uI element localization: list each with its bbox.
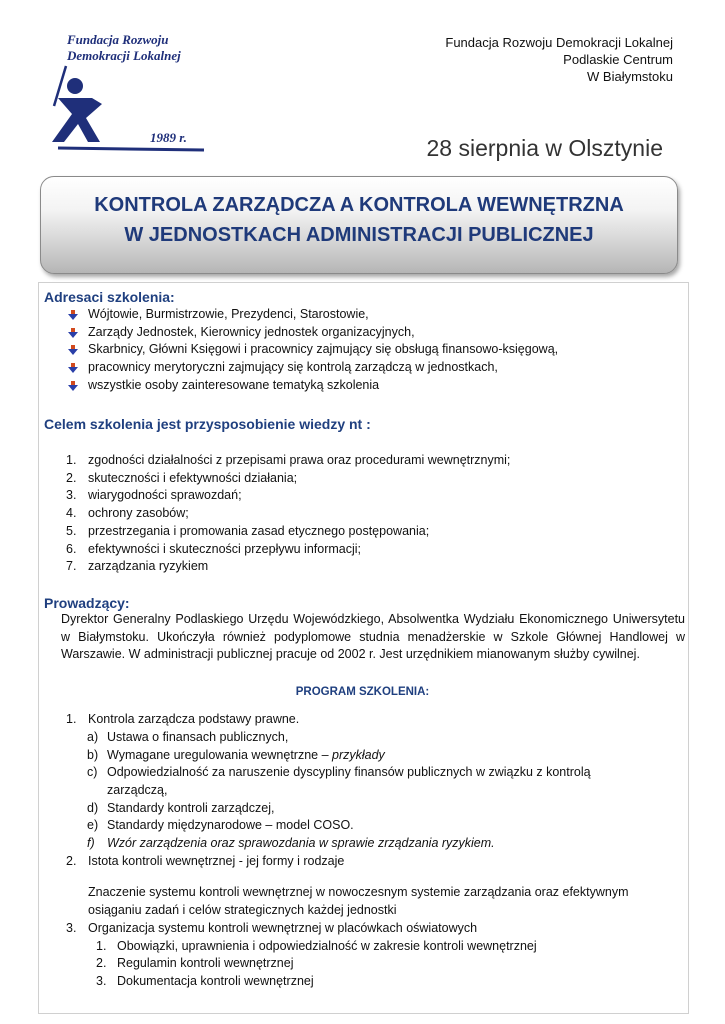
logo-text-line2: Demokracji Lokalnej [67,48,181,63]
organization-address [445,34,673,85]
program-subitem-c-cont: zarządczą, [107,783,168,797]
program-item-3: 3. Organizacja systemu kontroli wewnętrznej w placówkach oświatowych [66,921,478,935]
program-item-3-2: 2. Regulamin kontroli wewnętrznej [96,956,294,970]
list-item: 3. wiarygodności sprawozdań; [66,488,242,503]
program-subitem-d: d) Standardy kontroli zarządczej, [87,801,275,815]
list-item: Skarbnicy, Główni Księgowi i pracownicy zajmujący się obsługą finansowo-księgową, [68,341,558,359]
foundation-logo [50,28,210,154]
event-date: 28 sierpnia w Olsztynie [426,135,663,161]
program-heading: PROGRAM SZKOLENIA: [295,686,430,698]
list-item: 7. zarządzania ryzykiem [66,559,209,574]
celem-list [66,452,510,576]
program-item-3-3: 3. Dokumentacja kontroli wewnętrznej [96,974,314,988]
bullet-arrow-icon [68,345,78,355]
program-subitem-b: b) Wymagane uregulowania wewnętrzne – przykłady [87,748,385,762]
program-item-2-desc1: Znaczenie systemu kontroli wewnętrznej w nowoczesnym systemie zarządzania oraz efektywnym [88,885,629,899]
list-item: pracownicy merytoryczni zajmujący się kontrolą zarządczą w jednostkach, [68,359,558,377]
prowadzacy-heading: Prowadzący: [44,595,130,611]
org-center: Podlaskie Centrum [563,52,673,67]
logo-text-line1: Fundacja Rozwoju [67,32,169,47]
title-banner [40,176,678,274]
program-subitem-e: e) Standardy międzynarodowe – model COSO. [87,818,354,832]
bullet-arrow-icon [68,363,78,373]
list-item: Wójtowie, Burmistrzowie, Prezydenci, Starostowie, [68,306,558,324]
program-item-1: 1. Kontrola zarządcza podstawy prawne. [66,712,300,726]
title-line1: KONTROLA ZARZĄDCZA A KONTROLA WEWNĘTRZNA [94,194,624,216]
list-item: Zarządy Jednostek, Kierownicy jednostek organizacyjnych, [68,324,558,342]
title-line2: W JEDNOSTKACH ADMINISTRACJI PUBLICZNEJ [124,224,594,246]
list-item: 6. efektywności i skuteczności przepływu informacji; [66,541,362,556]
program-subitem-c: c) Odpowiedzialność za naruszenie dyscypliny finansów publicznych w związku z kontrolą [87,765,591,779]
bullet-arrow-icon [68,310,78,320]
program-item-3-1: 1. Obowiązki, uprawnienia i odpowiedzialność w zakresie kontroli wewnętrznej [96,939,537,953]
org-name: Fundacja Rozwoju Demokracji Lokalnej [445,35,673,50]
list-item: 1. zgodności działalności z przepisami prawa oraz procedurami wewnętrznymi; [66,453,511,467]
program-item-2-desc2: osiąganiu zadań i celów strategicznych każdej jednostki [88,903,397,917]
list-item: wszystkie osoby zainteresowane tematyką szkolenia [68,377,558,395]
org-city: W Białymstoku [587,69,673,84]
program-item-2: 2. Istota kontroli wewnętrznej - jej formy i rodzaje [66,854,345,868]
adresaci-heading: Adresaci szkolenia: [44,289,175,305]
list-item: 5. przestrzegania i promowania zasad etycznego postępowania; [66,523,430,538]
list-item: 2. skuteczności i efektywności działania; [66,470,298,485]
celem-heading: Celem szkolenia jest przysposobienie wiedzy nt : [44,416,371,432]
adresaci-list [68,306,558,395]
program-subitem-a: a) Ustawa o finansach publicznych, [87,730,289,744]
bullet-arrow-icon [68,328,78,338]
prowadzacy-text: Dyrektor Generalny Podlaskiego Urzędu Wojewódzkiego, Absolwentka Wydziału Ekonomicznego Uniwersytetu w Białymstoku. Ukończyła również podyplomowe studnia menadżerskie w Szkole Głównej Handlowej w Warszawie. W administracji publicznej pracuje od 2002 r. Jest urzędnikiem mianowanym służby cywilnej. [61,612,685,662]
bullet-arrow-icon [68,381,78,391]
program-subitem-f: f) Wzór zarządzenia oraz sprawozdania w sprawie zrządzania ryzykiem. [87,836,495,850]
list-item: 4. ochrony zasobów; [66,506,189,521]
logo-year: 1989 r. [150,130,187,145]
